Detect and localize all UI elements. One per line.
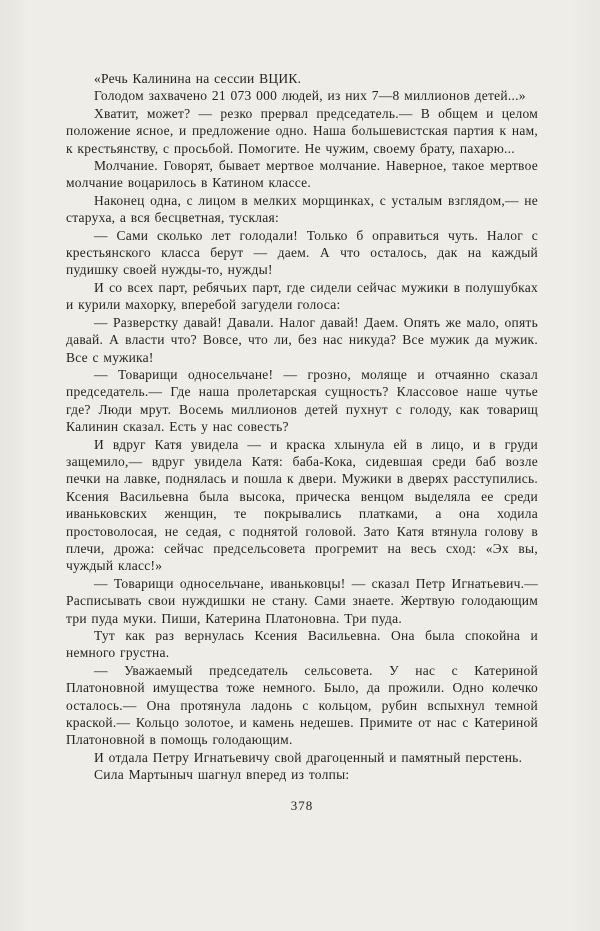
paragraph: И со всех парт, ребячьих парт, где сидели сейчас мужики в полушубках и курили махорку, вперебой загудели голоса: bbox=[66, 279, 538, 313]
paragraph: Сила Мартыныч шагнул вперед из толпы: bbox=[94, 767, 350, 783]
page-number: 378 bbox=[290, 797, 314, 813]
paragraph: — Разверстку давай! Давали. Налог давай! Даем. Опять же мало, опять давай. А власти что? Вовсе, что ли, без нас никуда? Все мужик да мужик. Все с мужика! bbox=[66, 314, 538, 365]
paragraph: — Уважаемый председатель сельсовета. У нас с Катериной Платоновной имущества тоже немного. Было, да прожили. Одно колечко осталось.— Она протянула ладонь с кольцом, рубин вспыхнул темной краской.— Кольцо золотое, и камень недешев. Примите от нас с Катериной Платоновной в помощь голодающим. bbox=[66, 662, 538, 748]
paragraph: Хватит, может? — резко прервал председатель.— В общем и целом положение ясное, и предложение одно. Наша большевистская партия к нам, к крестьянству, с просьбой. Помогите. Не чужим, своему брату, пахарю... bbox=[66, 105, 538, 156]
paragraph: И вдруг Катя увидела — и краска хлынула ей в лицо, и в груди защемило,— вдруг увидела Катя: баба-Кока, сидевшая среди баб возле печки на лавке, поднялась и пошла к двери. Мужики в дверях расступились. Ксения Васильевна была высока, прическа венцом выделяла ее среди иваньковских женщин, те покрывались платками, а она ходила простоволосая, не седая, с поднятой головой. Зато Катя втянула голову в плечи, дрожа: сейчас предсельсовета прогремит на весь сход: «Эх вы, чуждый класс!» bbox=[66, 436, 538, 574]
paragraph: Молчание. Говорят, бывает мертвое молчание. Наверное, такое мертвое молчание воцарилось в Катином классе. bbox=[66, 158, 538, 191]
text-block bbox=[66, 70, 538, 814]
paragraph: И отдала Петру Игнатьевичу свой драгоценный и памятный перстень. bbox=[94, 749, 523, 765]
paragraph: Наконец одна, с лицом в мелких морщинках, с усталым взглядом,— не старуха, а вся бесцветная, тусклая: bbox=[66, 192, 538, 226]
paragraph: «Речь Калинина на сессии ВЦИК. bbox=[94, 71, 302, 86]
paragraph: Тут как раз вернулась Ксения Васильевна. Она была спокойна и немного грустна. bbox=[66, 628, 538, 661]
paragraph: — Сами сколько лет голодали! Только б оправиться чуть. Налог с крестьянского класса берут — даем. А что осталось, дак на каждый пудишку своей нужды-то, нужды! bbox=[66, 227, 538, 278]
paragraph: Голодом захвачено 21 073 000 людей, из них 7—8 миллионов детей...» bbox=[94, 88, 526, 104]
paragraph: — Товарищи односельчане, иваньковцы! — сказал Петр Игнатьевич.— Расписывать свои нуждишки не стану. Сами знаете. Жертвую голодающим три пуда муки. Пиши, Катерина Платоновна. Три пуда. bbox=[66, 575, 538, 626]
paragraph: — Товарищи односельчане! — грозно, моляще и отчаянно сказал председатель.— Где наша пролетарская сущность? Классовое наше чутье где? Люди мрут. Восемь миллионов детей пухнут с голоду, как товарищ Калинин сказал. Есть у нас совесть? bbox=[66, 366, 538, 435]
